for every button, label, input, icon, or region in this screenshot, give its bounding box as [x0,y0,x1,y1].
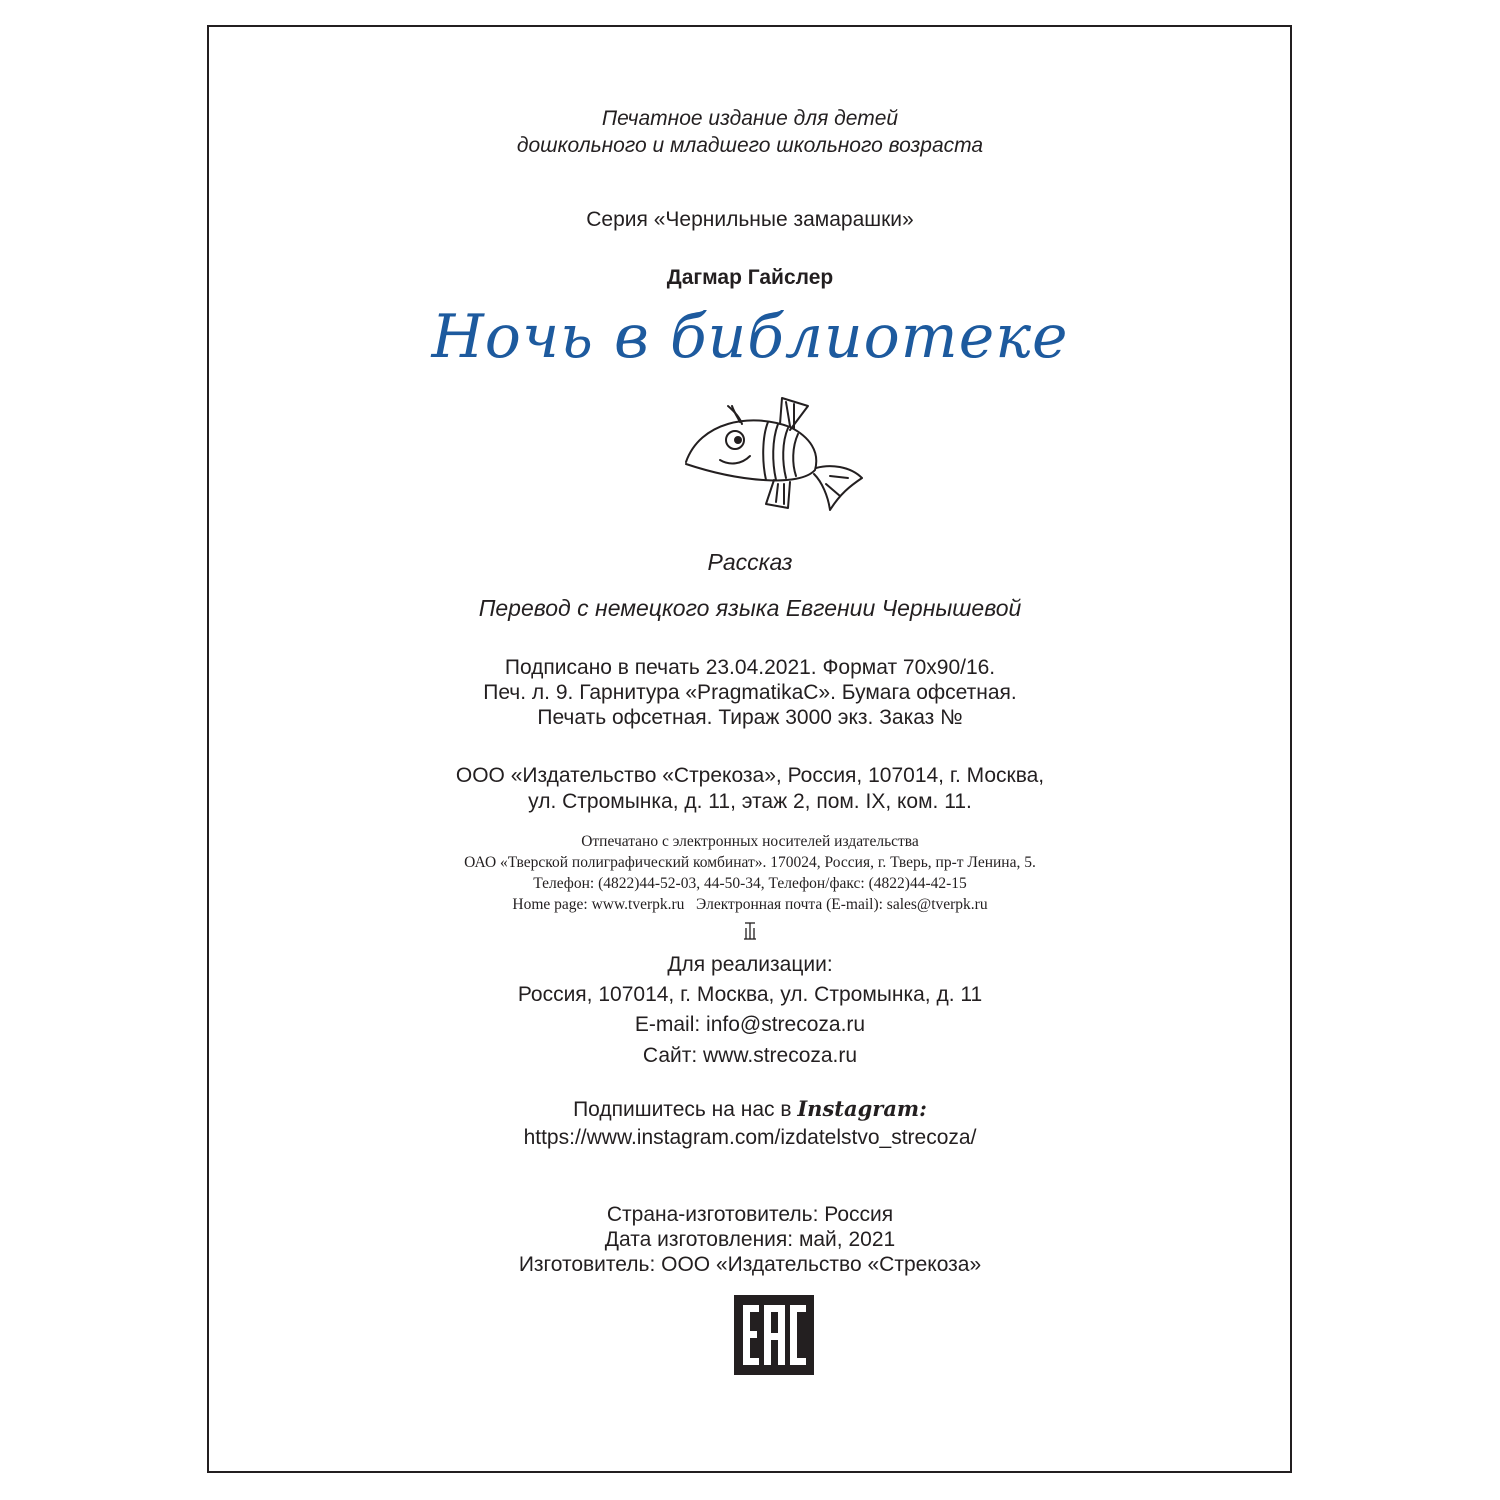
sales-address: Россия, 107014, г. Москва, ул. Стромынка, д. 11 [517,983,983,1006]
fish-illustration [680,392,870,517]
printer-line-4: Home page: www.tverpk.ru Электронная почта (E-mail): sales@tverpk.ru [512,896,988,913]
instagram-prompt [0,1096,1500,1122]
print-info-line-2: Печ. л. 9. Гарнитура «PragmatikaC». Бумага офсетная. [483,681,1017,704]
publisher-line-1: ООО «Издательство «Стрекоза», Россия, 107014, г. Москва, [455,764,1045,787]
tverpk-monogram-icon [740,920,760,942]
printer-line-3: Телефон: (4822)44-52-03, 44-50-34, Телефон/факс: (4822)44-42-15 [533,875,967,892]
manufacture-country: Страна-изготовитель: Россия [606,1203,894,1226]
instagram-brand: Instagram: [797,1096,927,1121]
instagram-prefix: Подпишитесь на нас в [573,1098,798,1121]
eac-mark-icon [734,1295,814,1375]
sales-email: E-mail: info@strecoza.ru [634,1013,866,1036]
manufacturer: Изготовитель: ООО «Издательство «Стрекоза» [518,1253,982,1276]
print-info-line-1: Подписано в печать 23.04.2021. Формат 70x90/16. [504,656,996,679]
audience-line-2: дошкольного и младшего школьного возраста [516,134,984,157]
series-name: Серия «Чернильные замарашки» [586,208,914,231]
printer-line-2: ОАО «Тверской полиграфический комбинат». 170024, Россия, г. Тверь, пр-т Ленина, 5. [464,854,1036,871]
sales-site: Сайт: www.strecoza.ru [642,1044,858,1067]
sales-heading: Для реализации: [667,953,833,976]
book-title: Ночь в библиотеке [431,302,1069,372]
publisher-line-2: ул. Стромынка, д. 11, этаж 2, пом. IX, ком. 11. [528,790,972,813]
translation-credit: Перевод с немецкого языка Евгении Чернышевой [478,595,1022,621]
audience-line-1: Печатное издание для детей [601,107,899,130]
manufacture-date: Дата изготовления: май, 2021 [604,1228,896,1251]
author-name: Дагмар Гайслер [666,266,834,289]
print-info-line-3: Печать офсетная. Тираж 3000 экз. Заказ № [537,706,963,729]
printer-line-1: Отпечатано с электронных носителей издательства [581,833,919,850]
genre-label: Рассказ [707,549,793,575]
instagram-url: https://www.instagram.com/izdatelstvo_strecoza/ [523,1126,977,1149]
